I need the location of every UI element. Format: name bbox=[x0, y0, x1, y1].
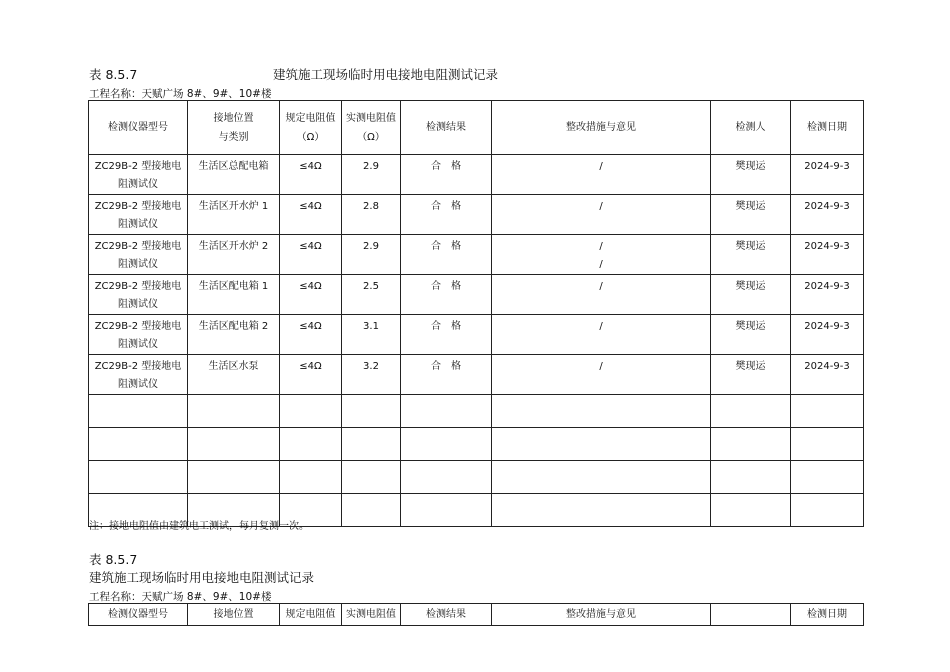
col-date-cell: 2024-9-3 bbox=[791, 195, 864, 235]
col-result-cell: 合 格 bbox=[401, 355, 492, 395]
col-location-header: 接地位置 bbox=[188, 604, 280, 626]
col-location-cell: 生活区开水炉 2 bbox=[188, 235, 280, 275]
document-title-2: 建筑施工现场临时用电接地电阻测试记录 bbox=[89, 570, 315, 585]
col-date-header: 检测日期 bbox=[791, 604, 864, 626]
table-row bbox=[89, 355, 864, 395]
col-measured-cell: 2.8 bbox=[342, 195, 401, 235]
col-instrument-cell: ZC29B-2 型接地电阻测试仪 bbox=[89, 195, 188, 235]
table-row bbox=[89, 155, 864, 195]
col-location-cell: 生活区开水炉 1 bbox=[188, 195, 280, 235]
col-instrument-cell: ZC29B-2 型接地电阻测试仪 bbox=[89, 355, 188, 395]
empty-cell bbox=[188, 395, 280, 428]
empty-row bbox=[89, 395, 864, 428]
document-title: 建筑施工现场临时用电接地电阻测试记录 bbox=[273, 67, 499, 82]
empty-cell bbox=[401, 461, 492, 494]
col-measured-cell: 3.1 bbox=[342, 315, 401, 355]
col-spec-cell: ≤4Ω bbox=[280, 315, 342, 355]
col-remedy-header: 整改措施与意见 bbox=[492, 101, 711, 155]
col-date-cell: 2024-9-3 bbox=[791, 315, 864, 355]
col-instrument-cell: ZC29B-2 型接地电阻测试仪 bbox=[89, 235, 188, 275]
empty-cell bbox=[711, 461, 791, 494]
col-remedy-cell: / bbox=[492, 195, 711, 235]
resistance-test-table bbox=[88, 100, 864, 527]
col-inspector-cell: 樊现运 bbox=[711, 275, 791, 315]
col-spec-cell: ≤4Ω bbox=[280, 275, 342, 315]
resistance-test-table-2 bbox=[88, 603, 864, 626]
table-row bbox=[89, 315, 864, 355]
col-measured-header: 实测电阻值 bbox=[342, 604, 401, 626]
col-instrument-cell: ZC29B-2 型接地电阻测试仪 bbox=[89, 315, 188, 355]
col-instrument-header: 检测仪器型号 bbox=[89, 604, 188, 626]
col-date-cell: 2024-9-3 bbox=[791, 235, 864, 275]
footnote: 注：接地电阻值由建筑电工测试，每月复测一次。 bbox=[89, 521, 309, 532]
empty-cell bbox=[342, 461, 401, 494]
col-spec-header: 规定电阻值 bbox=[280, 604, 342, 626]
empty-cell bbox=[342, 428, 401, 461]
empty-cell bbox=[791, 428, 864, 461]
empty-cell bbox=[791, 494, 864, 527]
empty-row bbox=[89, 428, 864, 461]
col-inspector-cell: 樊现运 bbox=[711, 155, 791, 195]
empty-cell bbox=[342, 494, 401, 527]
empty-cell bbox=[89, 461, 188, 494]
col-result-cell: 合 格 bbox=[401, 275, 492, 315]
table-number: 表 8.5.7 bbox=[89, 67, 138, 82]
col-remedy-cell: / bbox=[492, 155, 711, 195]
col-inspector-header bbox=[711, 604, 791, 626]
col-date-header: 检测日期 bbox=[791, 101, 864, 155]
col-remedy-cell: / bbox=[492, 315, 711, 355]
empty-cell bbox=[188, 428, 280, 461]
empty-cell bbox=[401, 395, 492, 428]
col-inspector-cell: 樊现运 bbox=[711, 315, 791, 355]
col-measured-header: 实测电阻值 （Ω） bbox=[342, 101, 401, 155]
project-name: 工程名称：天赋广场 8#、9#、10#楼 bbox=[89, 88, 272, 100]
empty-cell bbox=[711, 395, 791, 428]
col-measured-cell: 3.2 bbox=[342, 355, 401, 395]
col-spec-cell: ≤4Ω bbox=[280, 155, 342, 195]
empty-cell bbox=[89, 395, 188, 428]
empty-cell bbox=[492, 494, 711, 527]
empty-cell bbox=[280, 395, 342, 428]
col-measured-cell: 2.9 bbox=[342, 155, 401, 195]
col-spec-header: 规定电阻值 （Ω） bbox=[280, 101, 342, 155]
empty-cell bbox=[791, 395, 864, 428]
empty-cell bbox=[401, 428, 492, 461]
col-inspector-header: 检测人 bbox=[711, 101, 791, 155]
empty-cell bbox=[188, 461, 280, 494]
empty-cell bbox=[401, 494, 492, 527]
empty-cell bbox=[280, 428, 342, 461]
col-result-cell: 合 格 bbox=[401, 315, 492, 355]
col-remedy-header: 整改措施与意见 bbox=[492, 604, 711, 626]
empty-cell bbox=[492, 461, 711, 494]
col-spec-cell: ≤4Ω bbox=[280, 355, 342, 395]
header-row-2 bbox=[89, 604, 864, 626]
col-result-cell: 合 格 bbox=[401, 235, 492, 275]
col-instrument-cell: ZC29B-2 型接地电阻测试仪 bbox=[89, 155, 188, 195]
col-result-header: 检测结果 bbox=[401, 101, 492, 155]
empty-cell bbox=[492, 395, 711, 428]
table-number-2: 表 8.5.7 bbox=[89, 552, 138, 567]
col-inspector-cell: 樊现运 bbox=[711, 195, 791, 235]
col-location-header: 接地位置 与类别 bbox=[188, 101, 280, 155]
empty-cell bbox=[342, 395, 401, 428]
col-location-cell: 生活区配电箱 2 bbox=[188, 315, 280, 355]
table-row bbox=[89, 235, 864, 275]
col-date-cell: 2024-9-3 bbox=[791, 275, 864, 315]
col-result-cell: 合 格 bbox=[401, 155, 492, 195]
col-remedy-cell: / bbox=[492, 355, 711, 395]
empty-cell bbox=[280, 461, 342, 494]
empty-row bbox=[89, 461, 864, 494]
empty-cell bbox=[791, 461, 864, 494]
col-result-header: 检测结果 bbox=[401, 604, 492, 626]
col-instrument-cell: ZC29B-2 型接地电阻测试仪 bbox=[89, 275, 188, 315]
col-spec-cell: ≤4Ω bbox=[280, 195, 342, 235]
col-measured-cell: 2.5 bbox=[342, 275, 401, 315]
empty-cell bbox=[711, 428, 791, 461]
empty-cell bbox=[492, 428, 711, 461]
col-measured-cell: 2.9 bbox=[342, 235, 401, 275]
col-location-cell: 生活区水泵 bbox=[188, 355, 280, 395]
col-location-cell: 生活区总配电箱 bbox=[188, 155, 280, 195]
col-location-cell: 生活区配电箱 1 bbox=[188, 275, 280, 315]
col-inspector-cell: 樊现运 bbox=[711, 235, 791, 275]
col-date-cell: 2024-9-3 bbox=[791, 155, 864, 195]
col-result-cell: 合 格 bbox=[401, 195, 492, 235]
col-remedy-cell: / bbox=[492, 275, 711, 315]
col-remedy-cell: / / bbox=[492, 235, 711, 275]
col-instrument-header: 检测仪器型号 bbox=[89, 101, 188, 155]
col-spec-cell: ≤4Ω bbox=[280, 235, 342, 275]
empty-cell bbox=[711, 494, 791, 527]
table-row bbox=[89, 195, 864, 235]
header-row bbox=[89, 101, 864, 155]
empty-cell bbox=[89, 428, 188, 461]
table-row bbox=[89, 275, 864, 315]
project-name-2: 工程名称：天赋广场 8#、9#、10#楼 bbox=[89, 591, 272, 603]
col-date-cell: 2024-9-3 bbox=[791, 355, 864, 395]
col-inspector-cell: 樊现运 bbox=[711, 355, 791, 395]
